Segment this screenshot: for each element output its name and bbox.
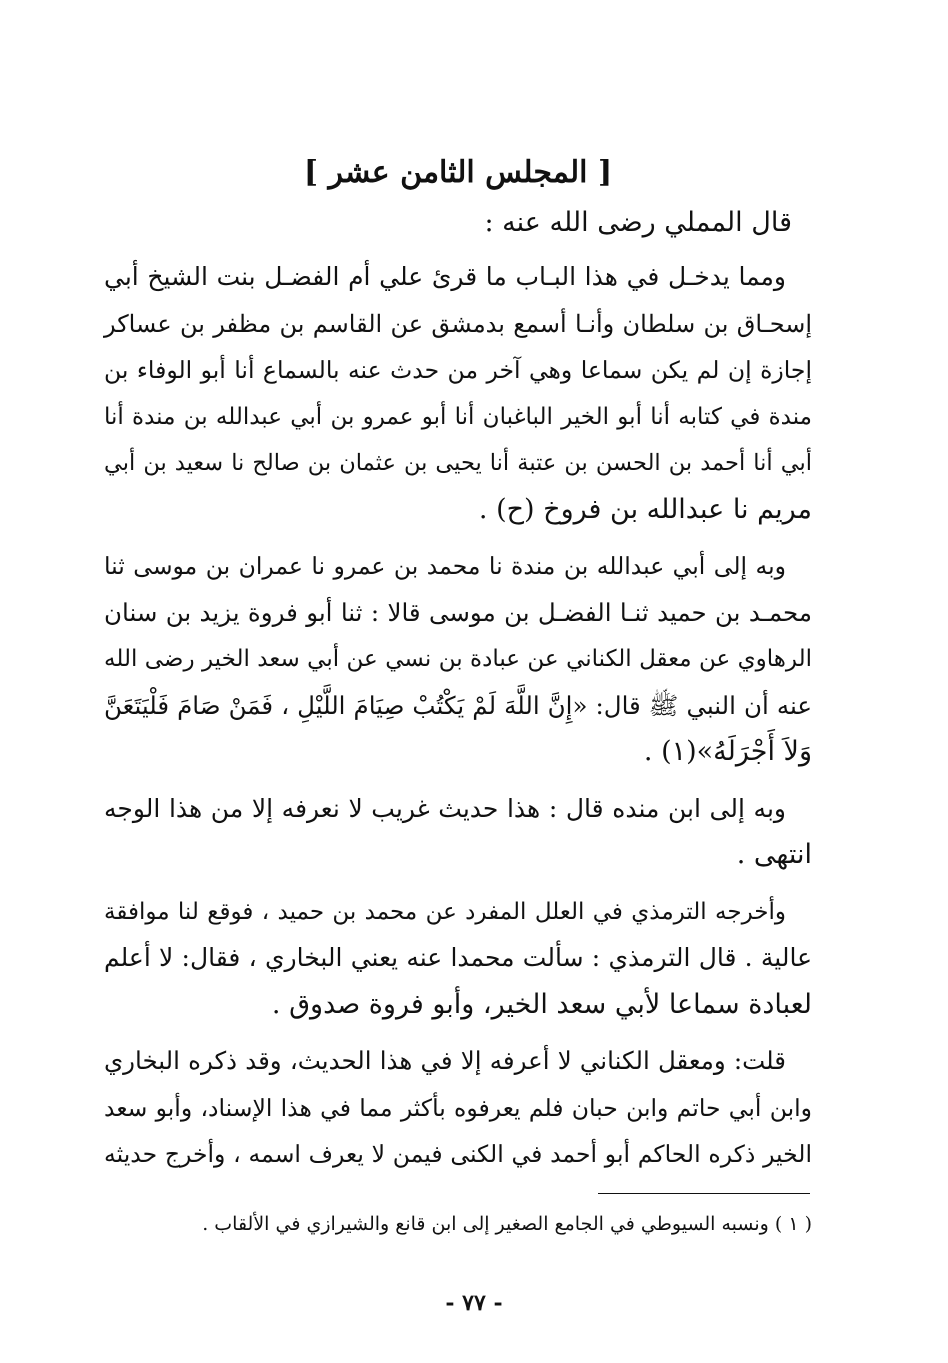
intro-line: قال المملي رضى الله عنه : bbox=[484, 207, 792, 238]
chapter-title: [ المجلس الثامن عشر ] bbox=[303, 155, 613, 190]
page-number: - ٧٧ - bbox=[445, 1290, 503, 1316]
paragraph-1 bbox=[104, 254, 812, 533]
paragraph-5 bbox=[104, 1038, 812, 1178]
paragraph-line: عنه أن النبي ﷺ قال: «إِنَّ اللَّهَ لَمْ يَكْتُبْ صِيَامَ اللَّيْلِ ، فَمَنْ صَامَ فَلْيَتَعَنَّ bbox=[104, 690, 812, 720]
paragraph-line: انتهى . bbox=[736, 839, 812, 870]
paragraph-line: وبه إلى أبي عبدالله بن مندة نا محمد بن عمرو نا عمران بن موسى ثنا bbox=[104, 552, 786, 580]
paragraph-line: محمـد بن حميد ثنـا الفضـل بن موسى قالا : ثنا أبو فروة يزيد بن سنان bbox=[104, 597, 812, 627]
paragraph-line: ومما يدخـل في هذا البـاب ما قرئ علي أم الفضـل بنت الشيخ أبي bbox=[104, 262, 786, 291]
paragraph-line: إجازة إن لم يكن سماعا وهي آخر من حدث عنه بالسماع أنا أبو الوفاء بن bbox=[104, 356, 812, 384]
paragraph-2 bbox=[104, 543, 812, 776]
paragraph-3 bbox=[104, 786, 812, 879]
page-body bbox=[104, 150, 812, 1182]
paragraph-line: إسحـاق بن سلطان وأنـا أسمع بدمشق عن القاسم بن مظفر بن عساكر bbox=[104, 309, 813, 338]
paragraph-line: وأخرجه الترمذي في العلل المفرد عن محمد بن حميد ، فوقع لنا موافقة bbox=[104, 898, 786, 925]
paragraph-line: عالية . قال الترمذي : سألت محمدا عنه يعني البخاري ، فقال: لا أعلم bbox=[104, 943, 812, 972]
paragraph-4 bbox=[104, 889, 812, 1029]
footnote-divider bbox=[598, 1193, 810, 1194]
footnote: ( ١ ) ونسبه السيوطي في الجامع الصغير إلى ابن قانع والشيرازي في الألقاب . bbox=[202, 1213, 812, 1235]
paragraph-line: الخير ذكره الحاكم أبو أحمد في الكنى فيمن لا يعرف اسمه ، وأخرج حديثه bbox=[104, 1140, 812, 1168]
paragraph-line: مندة في كتابه أنا أبو الخير الباغبان أنا أبو عمرو بن أبي عبدالله بن مندة أنا bbox=[104, 403, 812, 430]
paragraph-line: مريم نا عبدالله بن فروخ (ح) . bbox=[478, 493, 812, 525]
paragraph-line: وبه إلى ابن منده قال : هذا حديث غريب لا نعرفه إلا من هذا الوجه bbox=[104, 793, 786, 823]
paragraph-line: أبي أنا أحمد بن الحسن بن عتبة أنا يحيى بن عثمان بن صالح نا سعيد بن أبي bbox=[104, 450, 812, 476]
paragraph-line: وَلاَ أَجْرَلَهُ»(١) . bbox=[643, 736, 812, 767]
paragraph-line: الرهاوي عن معقل الكناني عن عبادة بن نسي عن أبي سعد الخير رضى الله bbox=[104, 646, 812, 672]
paragraph-line: قلت: ومعقل الكناني لا أعرفه إلا في هذا الحديث، وقد ذكره البخاري bbox=[104, 1046, 786, 1075]
paragraph-line: وابن أبي حاتم وابن حبان فلم يعرفوه بأكثر مما في هذا الإسناد، وأبو سعد bbox=[104, 1093, 812, 1122]
paragraph-line: لعبادة سماعا لأبي سعد الخير، وأبو فروة صدوق . bbox=[271, 988, 812, 1020]
